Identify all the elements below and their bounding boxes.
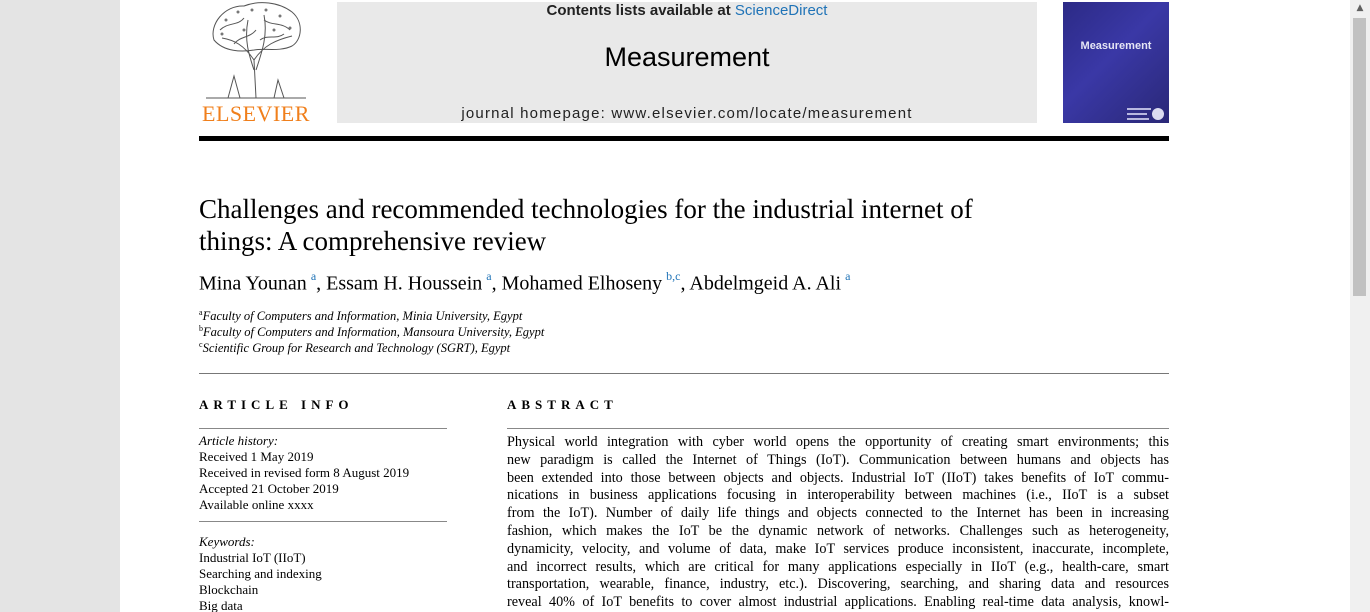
title-line-1: Challenges and recommended technologies for the industrial internet of	[199, 194, 973, 224]
keywords-rule	[199, 521, 447, 522]
abstract-body	[507, 434, 1169, 612]
keyword-item: Searching and indexing	[199, 566, 322, 581]
keyword-item: Industrial IoT (IIoT)	[199, 550, 306, 565]
keyword-item: Big data	[199, 598, 243, 612]
history-item: Received 1 May 2019	[199, 449, 314, 464]
author-sep: ,	[316, 272, 327, 295]
author-name[interactable]: Mohamed Elhoseny	[501, 272, 663, 295]
affil-mark: c	[199, 340, 203, 349]
abstract-line: Physical world integration with cyber world opens the opportunity of creating smart environments; this	[507, 434, 1169, 450]
affil-mark: a	[199, 308, 203, 317]
author-affil-mark[interactable]: b,c	[666, 269, 681, 283]
abstract-line: from the IoT). Number of daily life things and objects connected to the Internet has been in increasing	[507, 505, 1169, 522]
cover-title: Measurement	[1080, 40, 1152, 52]
abstract-line: and incorrect results, which are critical for many applications especially in IIoT (e.g., health-care, smart	[507, 558, 1169, 575]
abstract-rule	[507, 428, 1169, 429]
article-title	[199, 193, 1099, 257]
author-name[interactable]: Mina Younan	[199, 272, 307, 295]
header-rule	[199, 136, 1169, 141]
author-affil-mark[interactable]: a	[486, 269, 492, 283]
journal-banner	[337, 2, 1037, 123]
keyword-item: Blockchain	[199, 582, 259, 597]
author-sep: ,	[491, 272, 502, 295]
history-item: Available online xxxx	[199, 497, 314, 512]
author-name[interactable]: Essam H. Houssein	[326, 272, 483, 295]
journal-cover	[1063, 2, 1169, 123]
journal-name: Measurement	[604, 42, 770, 72]
history-item: Received in revised form 8 August 2019	[199, 465, 410, 480]
abstract-line: new paradigm is called the Internet of Things (IoT). Communication between humans and objects has	[507, 451, 1169, 468]
title-line-2: things: A comprehensive review	[199, 226, 547, 256]
article-info-rule	[199, 428, 447, 429]
abstract-line: reveal 40% of IoT benefits to cover almost industrial applications. Enabling real-time data analysis, knowl-	[507, 594, 1169, 611]
affil-text: Scientific Group for Research and Technology (SGRT), Egypt	[202, 341, 511, 356]
affil-text: Faculty of Computers and Information, Mansoura University, Egypt	[203, 325, 545, 340]
affiliation-c	[199, 340, 510, 356]
author-affil-mark[interactable]: a	[310, 269, 317, 283]
abstract-line: dynamicity, velocity, and volume of data, make IoT services produce inconsistent, inaccurate, incomplete,	[507, 540, 1169, 557]
abstract-line: transportation, wearable, finance, industry, etc.). Discovering, searching, and sharing data and resources	[507, 576, 1169, 593]
tree-icon	[204, 0, 308, 100]
article-info-heading: ARTICLE INFO	[199, 397, 354, 412]
author-affil-mark[interactable]: a	[845, 269, 851, 283]
cover-artwork	[1063, 2, 1169, 123]
contents-prefix: Contents lists available at	[546, 2, 735, 19]
abstract-line: fashion, which makes the IoT be the dynamic network of networks. Challenges such as heterogeneity,	[507, 522, 1169, 539]
history-label: Article history:	[199, 433, 279, 448]
author-name[interactable]: Abdelmgeid A. Ali	[689, 272, 842, 295]
affil-mark: b	[199, 324, 203, 333]
section-rule	[199, 373, 1169, 374]
author-sep: ,	[680, 272, 690, 295]
abstract-line: been extended into those between objects and objects. Industrial IoT (IIoT) takes benefits of IoT commu-	[507, 469, 1169, 486]
publisher-name: ELSEVIER	[202, 101, 310, 126]
history-item: Accepted 21 October 2019	[199, 481, 339, 496]
journal-homepage[interactable]: journal homepage: www.elsevier.com/locate/measurement	[461, 105, 913, 122]
vertical-scrollbar[interactable]	[1350, 0, 1370, 612]
keywords-label: Keywords:	[199, 534, 255, 549]
elsevier-logo	[198, 0, 316, 128]
scroll-up-icon[interactable]: ▲	[1356, 3, 1364, 13]
affil-text: Faculty of Computers and Information, Minia University, Egypt	[202, 309, 523, 324]
abstract-line: nications in business applications focusing in interoperability between machines (i.e., IIoT is a subset	[507, 487, 1169, 504]
affiliation-b	[199, 324, 544, 340]
contents-line	[337, 2, 1037, 19]
scroll-thumb[interactable]	[1353, 18, 1366, 296]
pdf-page	[120, 0, 1350, 612]
sciencedirect-link[interactable]: ScienceDirect	[734, 2, 828, 19]
affiliation-a	[199, 308, 522, 324]
abstract-heading: ABSTRACT	[507, 397, 618, 412]
author-list	[199, 271, 850, 296]
